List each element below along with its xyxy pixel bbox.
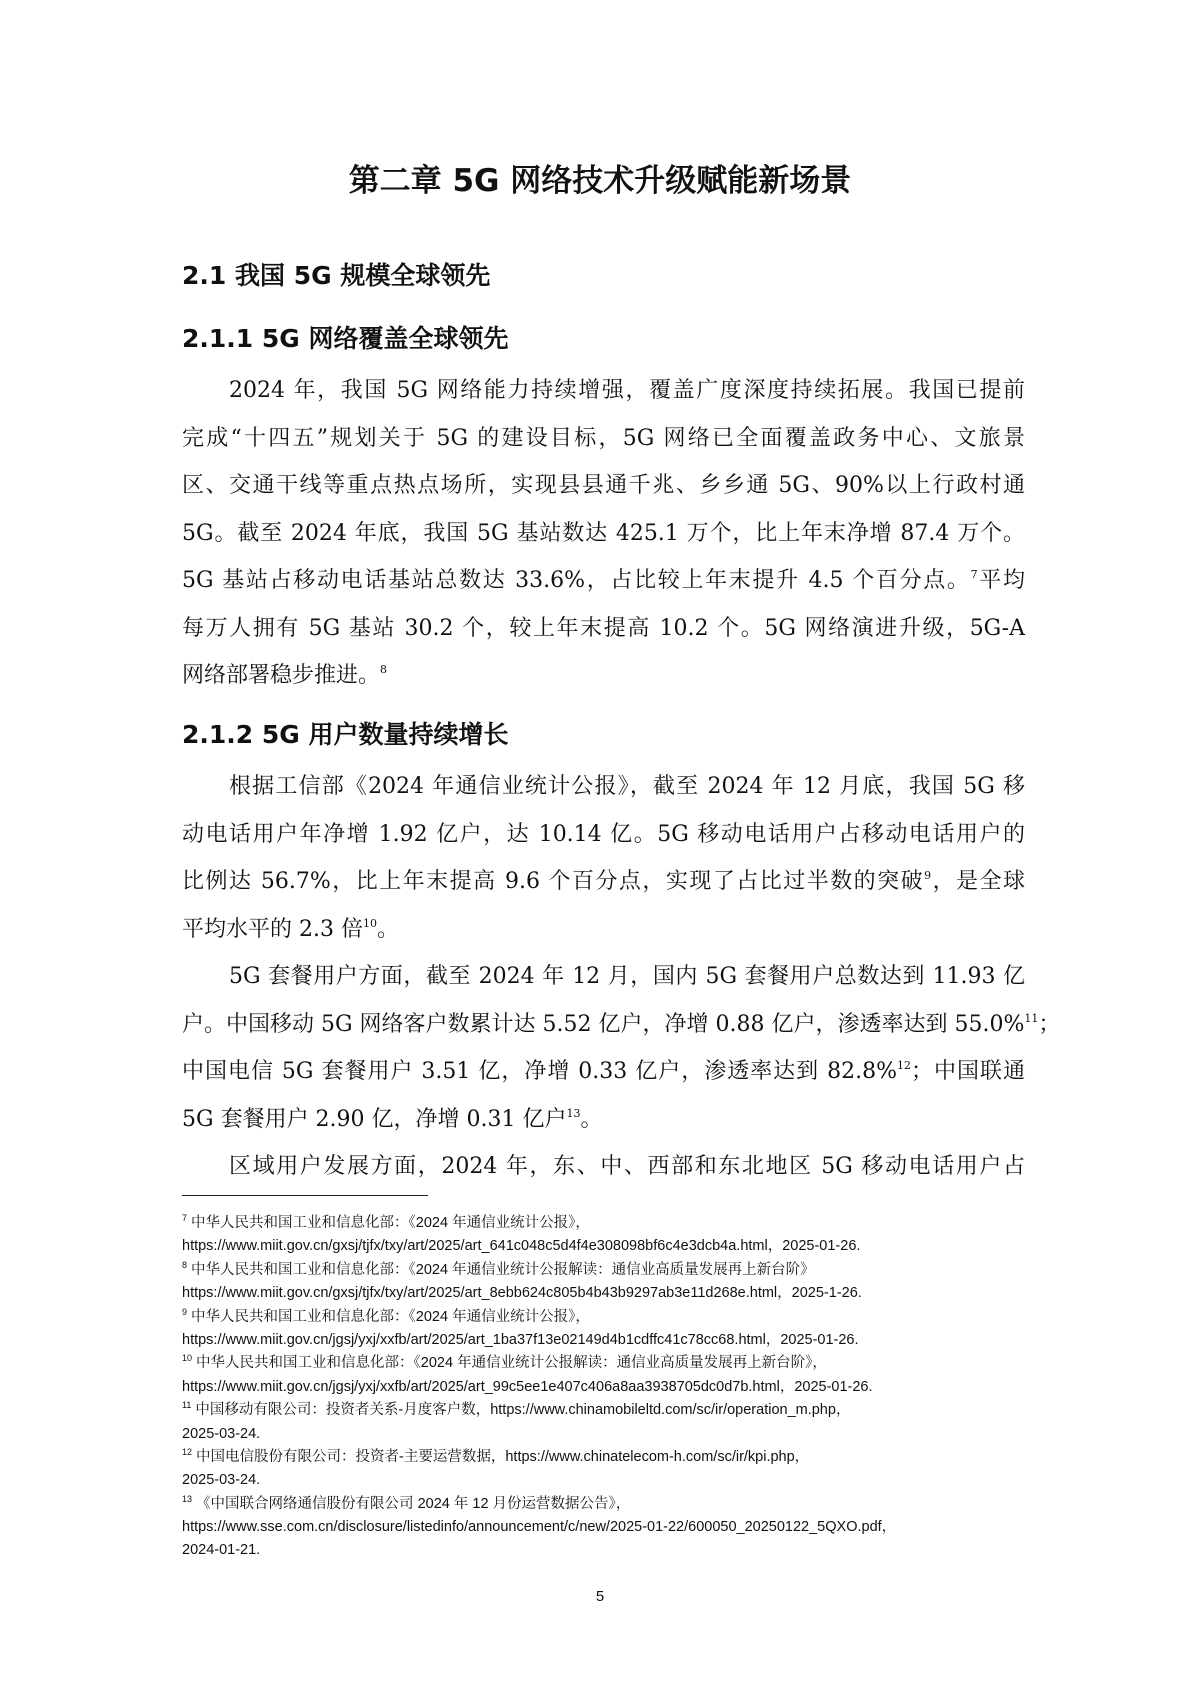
text-run: 每万人拥有 5G 基站 30.2 个，较上年末提高 10.2 个。5G 网络演进升级，5G-A bbox=[182, 615, 1025, 641]
footnote-line bbox=[182, 1329, 1025, 1352]
text-run: https://www.miit.gov.cn/jgsj/yxj/xxfb/art/2025/art_99c5ee1e407c406a8aa3938705dc0d7b.html，2025-01-26. bbox=[182, 1378, 873, 1395]
paragraph-line bbox=[182, 858, 1025, 906]
text-run: 中华人民共和国工业和信息化部：《2024 年通信业统计公报》， bbox=[187, 1215, 590, 1231]
text-run: 完成“十四五”规划关于 5G 的建设目标，5G 网络已全面覆盖政务中心、文旅景 bbox=[182, 425, 1025, 451]
text-run: 中华人民共和国工业和信息化部：《2024 年通信业统计公报解读：通信业高质量发展再上新台阶》， bbox=[192, 1355, 827, 1372]
text-run: 区、交通干线等重点热点场所，实现县县通千兆、乡乡通 5G、90%以上行政村通 bbox=[182, 473, 1025, 498]
footnote-ref[interactable]: 7 bbox=[182, 1213, 188, 1223]
text-run: 动电话用户年净增 1.92 亿户，达 10.14 亿。5G 移动电话用户占移动电话用户的 bbox=[182, 821, 1025, 847]
text-run: ；中国联通 bbox=[911, 1059, 1025, 1084]
text-run: 《中国联合网络通信股份有限公司 2024 年 12 月份运营数据公告》， bbox=[192, 1495, 631, 1512]
footnote-line bbox=[182, 1516, 1025, 1539]
footnote-ref[interactable]: 12 bbox=[182, 1446, 193, 1457]
paragraph-line bbox=[182, 367, 1025, 415]
page-number: 5 bbox=[595, 1588, 605, 1605]
paragraph-5g-users bbox=[182, 763, 1025, 953]
paragraph-line bbox=[182, 1096, 1025, 1144]
paragraph-line bbox=[182, 557, 1025, 605]
footnote-ref[interactable]: 9 bbox=[182, 1306, 188, 1317]
footnote-line bbox=[182, 1235, 1025, 1258]
footnote-line bbox=[182, 1539, 1025, 1562]
text-run: 平均水平的 2.3 倍 bbox=[182, 916, 363, 942]
paragraph-line bbox=[182, 1001, 1061, 1049]
text-run: 户。中国移动 5G 网络客户数累计达 5.52 亿户，净增 0.88 亿户，渗透率达到 55.0% bbox=[182, 1011, 1025, 1037]
footnote-ref[interactable]: 11 bbox=[1024, 1011, 1039, 1025]
section-heading-2-1-1: 2.1.1 5G 网络覆盖全球领先 bbox=[182, 324, 509, 353]
text-run: 中国电信 5G 套餐用户 3.51 亿，净增 0.33 亿户，渗透率达到 82.8% bbox=[182, 1059, 898, 1084]
paragraph-regional-users bbox=[182, 1143, 1025, 1191]
text-run: 网络部署稳步推进。 bbox=[182, 663, 381, 688]
paragraph-line bbox=[182, 811, 1025, 859]
chapter-title: 第二章 5G 网络技术升级赋能新场景 bbox=[348, 163, 852, 199]
text-run: 2024 年，我国 5G 网络能力持续增强，覆盖广度深度持续拓展。我国已提前 bbox=[229, 378, 1025, 403]
paragraph-line bbox=[182, 953, 1025, 1001]
paragraph-line bbox=[182, 763, 1025, 811]
footnote-line bbox=[182, 1352, 1025, 1375]
text-run: 5G 基站占移动电话基站总数达 33.6%，占比较上年末提升 4.5 个百分点。 bbox=[182, 568, 971, 593]
footnotes bbox=[182, 1212, 1025, 1563]
text-run: ； bbox=[1038, 1011, 1061, 1037]
footnote-ref[interactable]: 10 bbox=[362, 916, 377, 930]
footnote-line bbox=[182, 1282, 1025, 1305]
section-heading-2-1: 2.1 我国 5G 规模全球领先 bbox=[182, 261, 491, 290]
paragraph-line bbox=[182, 652, 1025, 700]
text-run: 平均 bbox=[977, 568, 1025, 593]
footnote-ref[interactable]: 11 bbox=[182, 1400, 192, 1411]
text-run: 中华人民共和国工业和信息化部：《2024 年通信业统计公报》， bbox=[187, 1308, 590, 1325]
text-run: 5G 套餐用户 2.90 亿，净增 0.31 亿户 bbox=[182, 1106, 567, 1132]
footnote-line bbox=[182, 1446, 1025, 1469]
text-run: 根据工信部《2024 年通信业统计公报》，截至 2024 年 12 月底，我国 5G 移 bbox=[229, 774, 1025, 799]
footnote-line bbox=[182, 1423, 1025, 1446]
text-run: 中华人民共和国工业和信息化部：《2024 年通信业统计公报解读：通信业高质量发展再上新台阶》 bbox=[187, 1261, 815, 1278]
text-run: 区域用户发展方面，2024 年，东、中、西部和东北地区 5G 移动电话用户占 bbox=[229, 1154, 1025, 1179]
footnote-ref[interactable]: 7 bbox=[970, 568, 978, 581]
footnote-ref[interactable]: 12 bbox=[897, 1059, 912, 1072]
text-run: 5G 套餐用户方面，截至 2024 年 12 月，国内 5G 套餐用户总数达到 11.93 亿 bbox=[229, 964, 1025, 989]
paragraph-line bbox=[182, 462, 1025, 510]
text-run: 5G。截至 2024 年底，我国 5G 基站数达 425.1 万个，比上年末净增 87.4 万个。 bbox=[182, 520, 1025, 546]
section-heading-2-1-2: 2.1.2 5G 用户数量持续增长 bbox=[182, 720, 509, 749]
footnote-ref[interactable]: 9 bbox=[924, 869, 932, 882]
text-run: https://www.miit.gov.cn/jgsj/yxj/xxfb/art/2025/art_1ba37f13e02149d4b1cdffc41c78cc68.html，2025-01-26. bbox=[182, 1331, 859, 1348]
paragraph-line bbox=[182, 906, 1025, 954]
paragraph-line bbox=[182, 415, 1025, 463]
footnote-line bbox=[182, 1306, 1025, 1329]
footnote-line bbox=[182, 1212, 1025, 1235]
footnote-line bbox=[182, 1259, 1025, 1282]
footnote-ref[interactable]: 13 bbox=[566, 1106, 581, 1120]
footnote-line bbox=[182, 1469, 1025, 1492]
text-run: 中国电信股份有限公司：投资者-主要运营数据，https://www.chinatelecom-h.com/sc/ir/kpi.php， bbox=[192, 1448, 810, 1465]
paragraph-line bbox=[182, 1048, 1025, 1096]
paragraph-line bbox=[182, 1143, 1025, 1191]
footnote-ref[interactable]: 10 bbox=[182, 1353, 193, 1364]
paragraph-line bbox=[182, 510, 1025, 558]
text-run: 中国移动有限公司：投资者关系-月度客户数，https://www.chinamobileltd.com/sc/ir/operation_m.php， bbox=[191, 1402, 851, 1419]
footnote-ref[interactable]: 8 bbox=[182, 1259, 188, 1270]
text-run: 2025-03-24. bbox=[182, 1425, 261, 1442]
footnote-ref[interactable]: 13 bbox=[182, 1493, 193, 1504]
text-run: 比例达 56.7%，比上年末提高 9.6 个百分点，实现了占比过半数的突破 bbox=[182, 869, 925, 894]
text-run: 2025-03-24. bbox=[182, 1472, 261, 1489]
footnote-line bbox=[182, 1399, 1025, 1422]
paragraph-5g-packages bbox=[182, 953, 1061, 1143]
footnote-line bbox=[182, 1493, 1025, 1516]
text-run: https://www.miit.gov.cn/gxsj/tjfx/txy/art/2025/art_641c048c5d4f4e308098bf6c4e3dcb4a.html，2025-01-26. bbox=[182, 1238, 861, 1255]
paragraph-5g-coverage bbox=[182, 367, 1025, 700]
text-run: https://www.sse.com.cn/disclosure/listedinfo/announcement/c/new/2025-01-22/600050_20250122_5QXO.pdf， bbox=[182, 1519, 897, 1536]
footnote-ref[interactable]: 8 bbox=[380, 663, 388, 676]
text-run: 2024-01-21. bbox=[182, 1542, 261, 1559]
text-run: ，是全球 bbox=[931, 869, 1025, 894]
text-run: 。 bbox=[580, 1106, 603, 1132]
footnote-separator bbox=[182, 1195, 428, 1196]
footnote-line bbox=[182, 1376, 1025, 1399]
paragraph-line bbox=[182, 605, 1025, 653]
text-run: https://www.miit.gov.cn/gxsj/tjfx/txy/art/2025/art_8ebb624c805b4b43b9297ab3e11d268e.html，2025-1-26. bbox=[182, 1285, 862, 1302]
text-run: 。 bbox=[376, 916, 399, 942]
